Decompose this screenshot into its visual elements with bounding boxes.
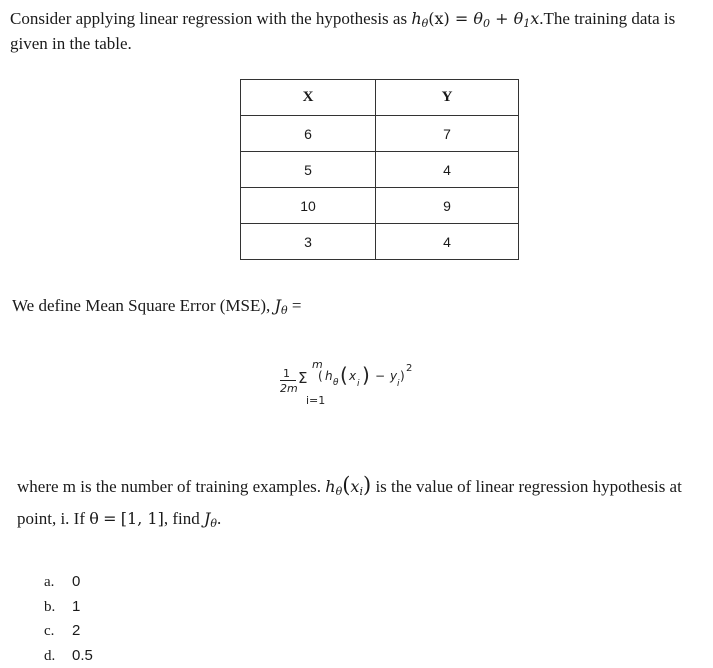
explanation-J-letter: J (204, 509, 210, 528)
option-letter: c. (44, 620, 72, 644)
explanation-part3: , find (164, 509, 200, 528)
fraction-bar (280, 380, 296, 381)
table-cell-x: 6 (241, 116, 376, 152)
explanation-open-paren: ( (342, 473, 350, 497)
mse-equals: = (292, 296, 302, 315)
explanation-x-sub: i (359, 485, 363, 498)
theta1-sub: 1 (523, 17, 530, 30)
explanation-theta-value: [1, 1] (121, 509, 164, 528)
option-letter: b. (44, 596, 72, 620)
intro-prefix: Consider applying linear regression with the hypothesis as (10, 9, 407, 28)
explanation-x: x (350, 477, 359, 496)
table-cell-x: 5 (241, 152, 376, 188)
fraction-denominator: 2m (280, 382, 298, 395)
formula-x-open: ( (340, 363, 348, 387)
fraction-numerator: 1 (283, 367, 290, 380)
column-header-y: Y (376, 80, 519, 116)
explanation-J (204, 509, 217, 528)
option-value: 0.5 (72, 647, 93, 664)
explanation-hypothesis (325, 477, 371, 496)
hypothesis-equation (411, 9, 539, 28)
mse-J-letter: J (275, 296, 281, 315)
formula-y: y (390, 369, 397, 383)
option-value: 2 (72, 622, 80, 639)
explanation-paragraph (17, 469, 697, 535)
hypothesis-h-sub: θ (422, 17, 429, 30)
sum-upper-limit: m (312, 358, 323, 371)
formula-exponent: 2 (406, 363, 412, 374)
table-row (241, 224, 519, 260)
option-b[interactable] (44, 595, 93, 620)
sum-lower-limit: i=1 (306, 394, 325, 407)
table-row (241, 188, 519, 224)
formula-h: h (325, 369, 333, 383)
formula-open-paren: ( (318, 369, 323, 383)
formula-x-close: ) (362, 363, 370, 387)
explanation-part1: where m is the number of training examples. (17, 477, 321, 496)
explanation-h: h (325, 477, 335, 496)
table-cell-y: 9 (376, 188, 519, 224)
explanation-J-sub: θ (210, 517, 217, 530)
table-cell-x: 10 (241, 188, 376, 224)
explanation-theta: θ (89, 509, 99, 528)
table-cell-x: 3 (241, 224, 376, 260)
table-header-row (241, 80, 519, 116)
table-row (241, 116, 519, 152)
explanation-close-paren: ) (363, 473, 371, 497)
formula-x: x (349, 369, 356, 383)
theta0: θ (473, 9, 483, 28)
hypothesis-arg: (x) (428, 9, 450, 28)
explanation-end: . (217, 509, 221, 528)
option-c[interactable] (44, 619, 93, 644)
explanation-h-sub: θ (336, 485, 343, 498)
formula-close-paren: ) (400, 369, 405, 383)
sigma-symbol: Σ (298, 369, 307, 387)
theta0-sub: 0 (483, 17, 490, 30)
option-a[interactable] (44, 570, 93, 595)
intro-suffix: .The training data is given in the table. (10, 9, 675, 53)
formula-h-sub: θ (333, 378, 339, 388)
table-cell-y: 7 (376, 116, 519, 152)
training-data-table (240, 79, 519, 260)
option-letter: d. (44, 645, 72, 668)
option-letter: a. (44, 571, 72, 595)
mse-J-sub: θ (281, 304, 288, 317)
explanation-part2: is the value of linear regression hypothesis at point, i. If (17, 477, 682, 528)
hypothesis-x: x (530, 9, 539, 28)
formula-y-sub: i (397, 379, 400, 389)
question-intro (10, 6, 705, 56)
hypothesis-equals: = (455, 9, 468, 28)
mse-definition (12, 296, 301, 316)
mse-J (275, 296, 288, 315)
mse-formula (268, 358, 488, 418)
column-header-x: X (241, 80, 376, 116)
table-cell-y: 4 (376, 152, 519, 188)
explanation-equals: = (103, 509, 116, 528)
formula-minus: − (375, 369, 385, 383)
answer-options (44, 570, 93, 668)
formula-x-sub: i (357, 379, 360, 389)
option-value: 0 (72, 573, 80, 590)
table-row (241, 152, 519, 188)
table-cell-y: 4 (376, 224, 519, 260)
hypothesis-plus: + (495, 9, 508, 28)
mse-definition-text: We define Mean Square Error (MSE), (12, 296, 270, 315)
option-value: 1 (72, 598, 80, 615)
option-d[interactable] (44, 644, 93, 668)
hypothesis-h: h (411, 9, 421, 28)
theta1: θ (514, 9, 524, 28)
